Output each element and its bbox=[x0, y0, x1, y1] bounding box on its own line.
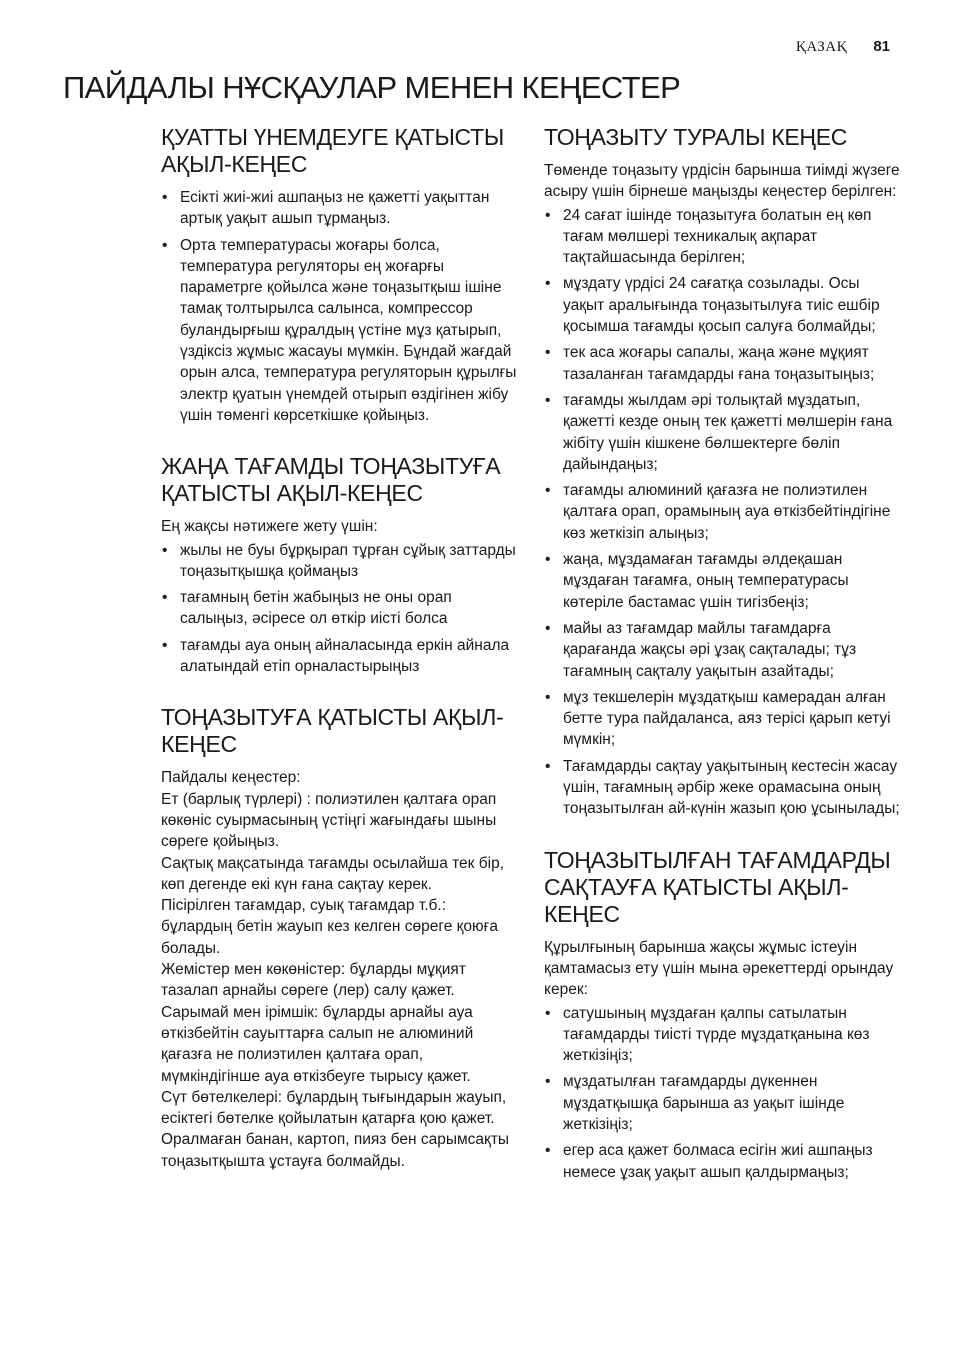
left-column bbox=[161, 124, 517, 1199]
bullet-list bbox=[161, 187, 517, 426]
list-item: • жаңа, мұздамаған тағамды әлдеқашан мұздаған тағамға, оның температурасы көтеріле бастамас үшін тигізбеңіз; bbox=[544, 549, 900, 613]
section-heading: ТОҢАЗЫТЫЛҒАН ТАҒАМДАРДЫ САҚТАУҒА ҚАТЫСТЫ АҚЫЛ-КЕҢЕС bbox=[544, 846, 891, 927]
paragraph: Пісірілген тағамдар, суық тағамдар т.б.: бұлардың бетін жауып кез келген сөреге қоюға болады. bbox=[161, 897, 498, 957]
list-item: • тағамды ауа оның айналасында еркін айнала алатындай етіп орналастырыңыз bbox=[161, 635, 517, 678]
section-intro: Құрылғының барынша жақсы жұмыс істеуін қамтамасыз ету үшін мына әрекеттерді орындау керек: bbox=[544, 938, 894, 999]
list-item: • мұздатылған тағамдарды дүкеннен мұздатқышқа барынша аз уақыт ішінде жеткізіңіз; bbox=[544, 1071, 900, 1135]
page-title: ПАЙДАЛЫ НҰСҚАУЛАР МЕНЕН КЕҢЕСТЕР bbox=[63, 70, 681, 105]
list-item: • тек аса жоғары сапалы, жаңа және мұқият тазаланған тағамдарды ғана тоңазытыңыз; bbox=[544, 342, 900, 385]
section-freezing bbox=[544, 124, 900, 820]
language-label: ҚАЗАҚ bbox=[795, 39, 848, 55]
page-number: 81 bbox=[873, 38, 890, 55]
list-item: • Орта температурасы жоғары болса, температура регуляторы ең жоғарғы параметрге қойылса және тоңазытқыш ішіне тамақ толтырылса салынса, компрессор буландырғыш құралдың үстіне мұз қатырып, үздіксіз жұмыс жасауы мүмкін. Бұндай жағдай орын алса, температура регуляторын құрылғы электр қуатын үнемдей отырып өздігінен жібу үшін төменгі көрсеткішке қойыңыз. bbox=[161, 235, 517, 427]
section-intro: Төменде тоңазыту үрдісін барынша тиімді жүзеге асыру үшін бірнеше маңызды кеңестер берілген: bbox=[544, 162, 900, 201]
list-item: • мұздату үрдісі 24 сағатқа созылады. Осы уақыт аралығында тоңазытылуға тиіс ешбір қосымша тағамды қосып салуға болмайды; bbox=[544, 273, 900, 337]
section-heading: ЖАҢА ТАҒАМДЫ ТОҢАЗЫТУҒА ҚАТЫСТЫ АҚЫЛ-КЕҢЕС bbox=[161, 453, 501, 507]
section-heading: ТОҢАЗЫТУҒА ҚАТЫСТЫ АҚЫЛ-КЕҢЕС bbox=[161, 704, 504, 758]
paragraph: Оралмаған банан, картоп, пияз бен сарымсақты тоңазытқышта ұстауға болмайды. bbox=[161, 1131, 510, 1170]
section-refrigeration bbox=[161, 704, 517, 1172]
section-intro: Ең жақсы нәтижеге жету үшін: bbox=[161, 518, 378, 536]
list-item: • Тағамдарды сақтау уақытының кестесін жасау үшін, тағамның әрбір жеке орамасына оның тоңазытылған ай-күнін жазып қою ұсынылады; bbox=[544, 756, 900, 820]
bullet-list bbox=[161, 540, 517, 678]
list-item: • тағамның бетін жабыңыз не оны орап салыңыз, әсіресе ол өткір иісті болса bbox=[161, 587, 517, 630]
list-item: • егер аса қажет болмаса есігін жиі ашпаңыз немесе ұзақ уақыт ашып қалдырмаңыз; bbox=[544, 1140, 900, 1183]
right-column bbox=[544, 124, 900, 1210]
paragraph: Жемістер мен көкөністер: бұларды мұқият тазалап арнайы сөреге (лер) салу қажет. bbox=[161, 961, 466, 1000]
page-header bbox=[796, 38, 890, 56]
list-item: • сатушының мұздаған қалпы сатылатын тағамдарды тиісті түрде мұздатқанына көз жеткізіңіз; bbox=[544, 1003, 900, 1067]
list-item: • жылы не буы бұрқырап тұрған сұйық заттарды тоңазытқышқа қоймаңыз bbox=[161, 540, 517, 583]
list-item: • майы аз тағамдар майлы тағамдарға қарағанда жақсы әрі ұзақ сақталады; тұз тағамның сақталу уақытын азайтады; bbox=[544, 618, 900, 682]
list-item: • тағамды алюминий қағазға не полиэтилен қалтаға орап, орамының ауа өткізбейтіндігіне көз жеткізіп алыңыз; bbox=[544, 480, 900, 544]
section-energy-saving bbox=[161, 124, 517, 426]
list-item: • мұз текшелерін мұздатқыш камерадан алған бетте тура пайдаланса, аяз терісі қарып кетуі мүмкін; bbox=[544, 687, 900, 751]
list-item: • 24 сағат ішінде тоңазытуға болатын ең көп тағам мөлшері техникалық ақпарат тақтайшасында берілген; bbox=[544, 205, 900, 269]
bullet-list bbox=[544, 205, 900, 820]
paragraph: Сүт бөтелкелері: бұлардың тығындарын жауып, есіктегі бөтелке қойылатын қатарға қою қажет. bbox=[161, 1088, 507, 1128]
paragraph: Сарымай мен ірімшік: бұларды арнайы ауа өткізбейтін сауыттарға салып не алюминий қағазға не полиэтилен қалтаға орап, мүмкіндігінше ауа өткізбеуге тырысу қажет. bbox=[161, 1003, 474, 1085]
paragraph: Сақтық мақсатында тағамды осылайша тек бір, көп дегенде екі күн ғана сақтау керек. bbox=[161, 854, 504, 893]
list-item: • тағамды жылдам әрі толықтай мұздатып, қажетті кезде оның тек қажетті мөлшерін ғана жібіту үшін кішкене бөлшектерге бөліп дайындаңыз; bbox=[544, 390, 900, 475]
bullet-list bbox=[544, 1003, 900, 1183]
section-frozen-storage bbox=[544, 847, 900, 1183]
list-item: • Есікті жиі-жиі ашпаңыз не қажетті уақыттан артық уақыт ашып тұрмаңыз. bbox=[161, 187, 517, 230]
section-heading: ҚУАТТЫ ҮНЕМДЕУГЕ ҚАТЫСТЫ АҚЫЛ-КЕҢЕС bbox=[161, 124, 504, 177]
section-fresh-food bbox=[161, 453, 517, 677]
paragraph: Ет (барлық түрлері) : полиэтилен қалтаға орап көкөніс суырмасының үстіңгі жағындағы шыны сөреге қойыңыз. bbox=[161, 790, 497, 851]
section-heading: ТОҢАЗЫТУ ТУРАЛЫ КЕҢЕС bbox=[544, 124, 848, 150]
paragraph: Пайдалы кеңестер: bbox=[161, 769, 301, 787]
